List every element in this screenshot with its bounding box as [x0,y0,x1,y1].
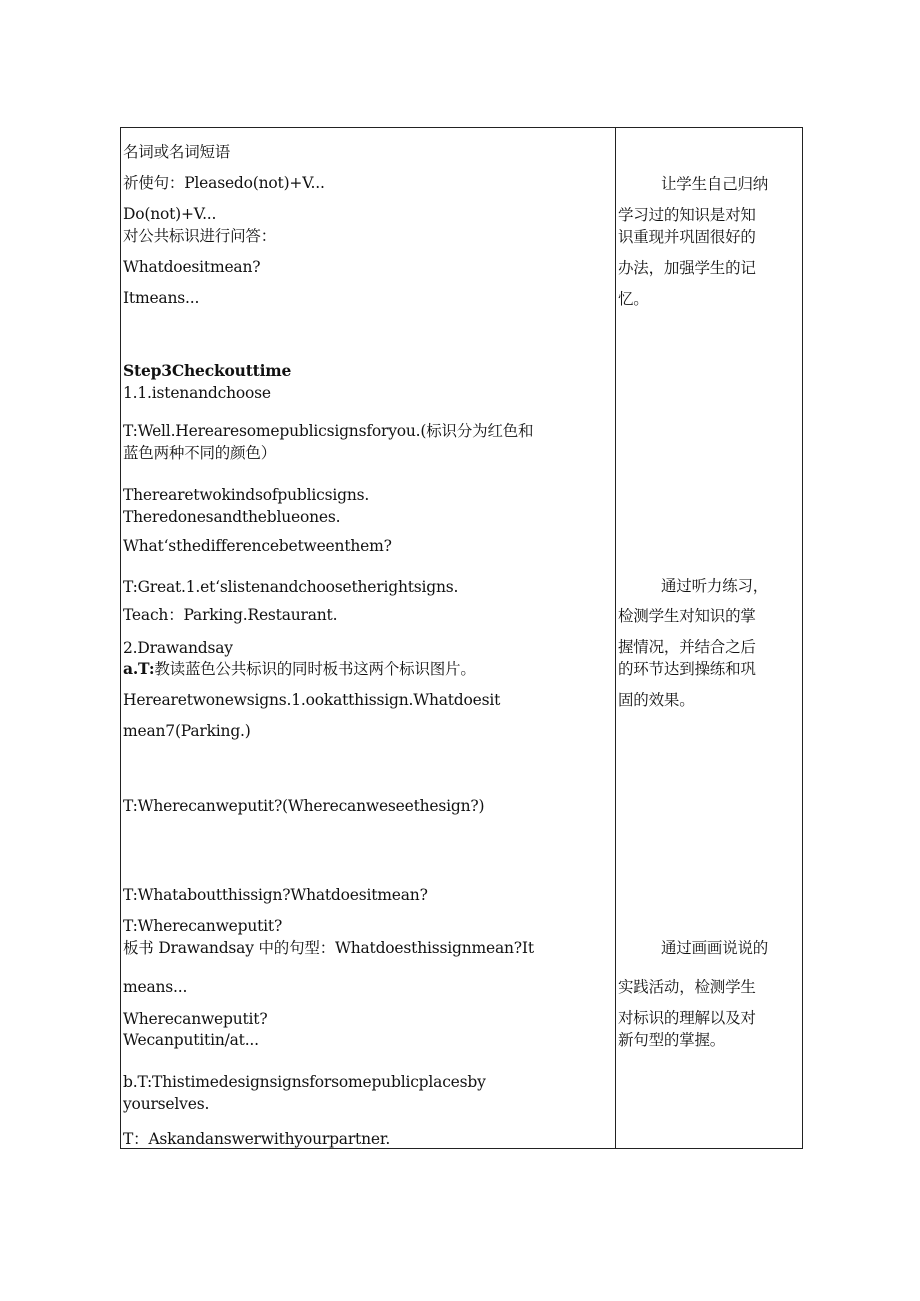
left-line-27: b.T:Thistimedesignsignsforsomepublicplacesby [123,1073,486,1091]
left-line-4: 对公共标识进行问答： [123,227,277,245]
left-line-28: yourselves. [123,1095,210,1113]
left-line-16: 2.Drawandsay [123,639,233,657]
left-line-13: What‘sthedifferencebetweenthem? [123,537,392,555]
left-line-9: T:Well.Herearesomepublicsignsforyou.(标识分为红色和 [123,422,534,440]
left-line-23: 板书 Drawandsay 中的句型：Whatdoesthissignmean?It [123,939,534,957]
right-line-11: 通过画画说说的 [661,939,769,957]
right-line-1: 让学生自己归纳 [661,175,769,193]
left-line-14: T:Great.1.et‘slistenandchoosetherightsigns. [123,578,459,596]
right-line-2: 学习过的知识是对知 [618,206,756,224]
left-line-22: T:Wherecanweputit? [123,917,283,935]
column-divider [615,128,616,1148]
left-line-17 [123,659,476,679]
right-line-3: 识重现并巩固很好的 [618,228,756,246]
left-line-2: 祈使句：Pleasedo(not)+V... [123,174,325,192]
left-line-21: T:Whataboutthissign?Whatdoesitmean? [123,886,428,904]
right-line-8: 握情况，并结合之后 [618,638,756,656]
left-line-17-text: 教读蓝色公共标识的同时板书这两个标识图片。 [154,660,476,678]
left-line-6: Itmeans... [123,289,200,307]
left-line-5: Whatdoesitmean? [123,258,261,276]
right-line-4: 办法，加强学生的记 [618,259,756,277]
left-line-26: Wecanputitin/at... [123,1031,259,1049]
right-line-7: 检测学生对知识的掌 [618,607,756,625]
left-line-1: 名词或名词短语 [123,143,231,161]
left-line-20: T:Wherecanweputit?(Wherecanweseethesign?) [123,797,485,815]
lesson-plan-table [120,127,803,1149]
left-line-11: Therearetwokindsofpublicsigns. [123,486,370,504]
left-line-8: 1.1.istenandchoose [123,384,271,402]
right-line-13: 对标识的理解以及对 [618,1009,756,1027]
left-line-12: Theredonesandtheblueones. [123,508,341,526]
left-line-25: Wherecanweputit? [123,1010,268,1028]
left-line-18: Herearetwonewsigns.1.ookatthissign.Whatdoesit [123,691,501,709]
right-line-12: 实践活动，检测学生 [618,978,756,996]
left-line-10: 蓝色两种不同的颜色） [123,444,277,462]
left-line-29: T：Askandanswerwithyourpartner. [123,1130,391,1148]
left-line-15: Teach：Parking.Restaurant. [123,606,338,624]
right-line-6: 通过听力练习， [661,577,769,595]
left-line-19: mean7(Parking.) [123,722,251,740]
left-line-17-label: a.T: [123,659,155,678]
left-line-24: means... [123,978,188,996]
right-line-9: 的环节达到操练和巩 [618,660,756,678]
right-line-14: 新句型的掌握。 [618,1031,726,1049]
left-line-3: Do(not)+V... [123,205,217,223]
right-line-5: 忆。 [618,290,649,308]
step-heading: Step3Checkouttime [123,361,292,380]
right-line-10: 固的效果。 [618,691,695,709]
